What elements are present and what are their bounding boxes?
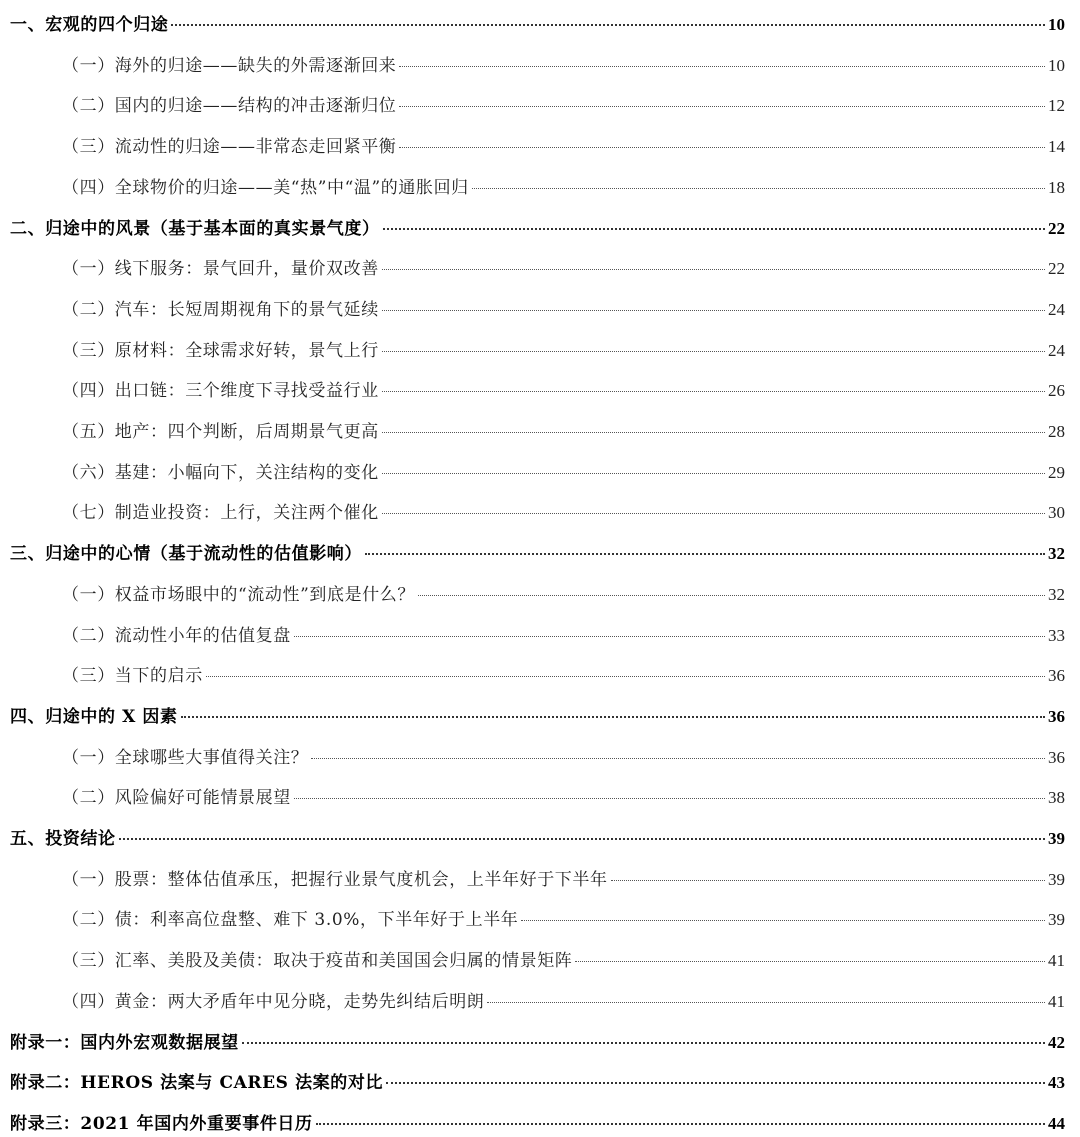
toc-page-number: 44 xyxy=(1048,1113,1065,1133)
toc-section-entry[interactable] xyxy=(10,539,1065,564)
dot-leader xyxy=(316,1123,1045,1125)
dot-leader xyxy=(206,676,1045,677)
toc-entry-title: （一）线下服务：景气回升，量价双改善 xyxy=(62,259,379,280)
toc-page-number: 10 xyxy=(1048,15,1065,34)
dot-leader xyxy=(521,920,1045,921)
toc-entry-title: （五）地产：四个判断，后周期景气更高 xyxy=(62,422,379,442)
dot-leader xyxy=(382,473,1045,474)
toc-entry-title: （三）当下的启示 xyxy=(62,666,203,687)
toc-page-number: 38 xyxy=(1048,788,1065,808)
toc-entry-title: （二）流动性小年的估值复盘 xyxy=(62,625,291,646)
dot-leader xyxy=(119,838,1045,840)
toc-page-number: 42 xyxy=(1048,1032,1065,1052)
dot-leader xyxy=(472,188,1045,189)
dot-leader xyxy=(399,66,1045,67)
toc-subsection-entry[interactable] xyxy=(62,295,1065,320)
toc-page-number: 36 xyxy=(1048,706,1065,726)
toc-page-number: 39 xyxy=(1048,829,1065,848)
toc-page-number: 36 xyxy=(1048,666,1065,686)
toc-subsection-entry[interactable] xyxy=(62,91,1065,116)
dot-leader xyxy=(365,553,1045,555)
toc-section-entry[interactable] xyxy=(10,10,1065,35)
toc-page-number: 24 xyxy=(1048,299,1065,319)
toc-entry-title: 四、归途中的 X 因素 xyxy=(10,706,178,727)
toc-section-entry[interactable] xyxy=(10,1109,1065,1134)
toc-page-number: 26 xyxy=(1048,381,1065,401)
toc-page-number: 28 xyxy=(1048,422,1065,441)
toc-subsection-entry[interactable] xyxy=(62,51,1065,76)
toc-entry-title: （三）原材料：全球需求好转，景气上行 xyxy=(62,340,379,361)
toc-page-number: 12 xyxy=(1048,96,1065,116)
toc-subsection-entry[interactable] xyxy=(62,498,1065,523)
toc-entry-title: （四）全球物价的归途——美“热”中“温”的通胀回归 xyxy=(62,177,469,198)
dot-leader xyxy=(382,513,1045,514)
toc-entry-title: （二）国内的归途——结构的冲击逐渐归位 xyxy=(62,96,397,117)
toc-subsection-entry[interactable] xyxy=(62,458,1065,483)
toc-entry-title: 附录三：2021 年国内外重要事件日历 xyxy=(10,1113,313,1134)
dot-leader xyxy=(171,24,1045,26)
toc-subsection-entry[interactable] xyxy=(62,132,1065,157)
toc-entry-title: （二）汽车：长短周期视角下的景气延续 xyxy=(62,299,379,320)
toc-entry-title: （一）全球哪些大事值得关注？ xyxy=(62,747,309,768)
toc-entry-title: 一、宏观的四个归途 xyxy=(10,15,169,35)
toc-page-number: 24 xyxy=(1048,340,1065,360)
toc-page-number: 39 xyxy=(1048,869,1065,889)
toc-page-number: 33 xyxy=(1048,625,1065,645)
toc-subsection-entry[interactable] xyxy=(62,254,1065,279)
toc-entry-title: （四）黄金：两大矛盾年中见分晓，走势先纠结后明朗 xyxy=(62,991,485,1012)
dot-leader xyxy=(382,310,1045,311)
toc-subsection-entry[interactable] xyxy=(62,580,1065,605)
dot-leader xyxy=(382,432,1045,433)
toc-page-number: 41 xyxy=(1048,991,1065,1011)
dot-leader xyxy=(383,228,1045,230)
dot-leader xyxy=(311,758,1045,759)
toc-section-entry[interactable] xyxy=(10,1028,1065,1053)
toc-page-number: 10 xyxy=(1048,55,1065,75)
dot-leader xyxy=(575,961,1045,962)
toc-entry-title: （四）出口链：三个维度下寻找受益行业 xyxy=(62,381,379,402)
toc-page-number: 43 xyxy=(1048,1073,1065,1093)
toc-entry-title: （一）股票：整体估值承压，把握行业景气度机会，上半年好于下半年 xyxy=(62,869,608,890)
toc-section-entry[interactable] xyxy=(10,702,1065,727)
toc-entry-title: 附录一：国内外宏观数据展望 xyxy=(10,1032,239,1053)
toc-subsection-entry[interactable] xyxy=(62,783,1065,808)
toc-page-number: 41 xyxy=(1048,951,1065,971)
toc-page-number: 14 xyxy=(1048,137,1065,157)
toc-page-number: 29 xyxy=(1048,462,1065,482)
dot-leader xyxy=(382,391,1045,392)
dot-leader xyxy=(242,1042,1045,1044)
toc-entry-title: 二、归途中的风景（基于基本面的真实景气度） xyxy=(10,218,380,239)
dot-leader xyxy=(181,716,1045,718)
toc-entry-title: （三）汇率、美股及美债：取决于疫苗和美国国会归属的情景矩阵 xyxy=(62,951,573,972)
dot-leader xyxy=(399,147,1045,148)
toc-page-number: 39 xyxy=(1048,910,1065,930)
toc-page-number: 32 xyxy=(1048,584,1065,604)
toc-subsection-entry[interactable] xyxy=(62,987,1065,1012)
dot-leader xyxy=(294,636,1045,637)
dot-leader xyxy=(487,1002,1045,1003)
toc-section-entry[interactable] xyxy=(10,824,1065,849)
toc-page-number: 22 xyxy=(1048,259,1065,279)
toc-entry-title: 五、投资结论 xyxy=(10,829,116,849)
toc-subsection-entry[interactable] xyxy=(62,621,1065,646)
toc-subsection-entry[interactable] xyxy=(62,905,1065,930)
toc-entry-title: （三）流动性的归途——非常态走回紧平衡 xyxy=(62,137,397,158)
toc-subsection-entry[interactable] xyxy=(62,336,1065,361)
toc-subsection-entry[interactable] xyxy=(62,743,1065,768)
dot-leader xyxy=(382,269,1045,270)
toc-subsection-entry[interactable] xyxy=(62,173,1065,198)
toc-section-entry[interactable] xyxy=(10,1068,1065,1093)
toc-page-number: 18 xyxy=(1048,177,1065,197)
toc-entry-title: （二）债：利率高位盘整、难下 3.0%，下半年好于上半年 xyxy=(62,910,519,931)
dot-leader xyxy=(611,880,1045,881)
dot-leader xyxy=(294,798,1045,799)
toc-entry-title: （二）风险偏好可能情景展望 xyxy=(62,788,291,809)
toc-entry-title: 三、归途中的心情（基于流动性的估值影响） xyxy=(10,544,362,565)
toc-page-number: 36 xyxy=(1048,747,1065,767)
toc-subsection-entry[interactable] xyxy=(62,661,1065,686)
toc-subsection-entry[interactable] xyxy=(62,946,1065,971)
toc-entry-title: （一）权益市场眼中的“流动性”到底是什么？ xyxy=(62,584,415,605)
toc-entry-title: （七）制造业投资：上行，关注两个催化 xyxy=(62,503,379,524)
toc-section-entry[interactable] xyxy=(10,214,1065,239)
toc-subsection-entry[interactable] xyxy=(62,376,1065,401)
dot-leader xyxy=(399,106,1045,107)
toc-subsection-entry[interactable] xyxy=(62,417,1065,442)
dot-leader xyxy=(386,1082,1045,1084)
dot-leader xyxy=(418,595,1045,596)
toc-entry-title: 附录二：HEROS 法案与 CARES 法案的对比 xyxy=(10,1073,384,1094)
toc-page-number: 30 xyxy=(1048,503,1065,523)
toc-page-number: 22 xyxy=(1048,218,1065,238)
toc-page-number: 32 xyxy=(1048,544,1065,564)
toc-entry-title: （六）基建：小幅向下，关注结构的变化 xyxy=(62,462,379,483)
toc-subsection-entry[interactable] xyxy=(62,865,1065,890)
toc-entry-title: （一）海外的归途——缺失的外需逐渐回来 xyxy=(62,55,397,76)
dot-leader xyxy=(382,351,1045,352)
